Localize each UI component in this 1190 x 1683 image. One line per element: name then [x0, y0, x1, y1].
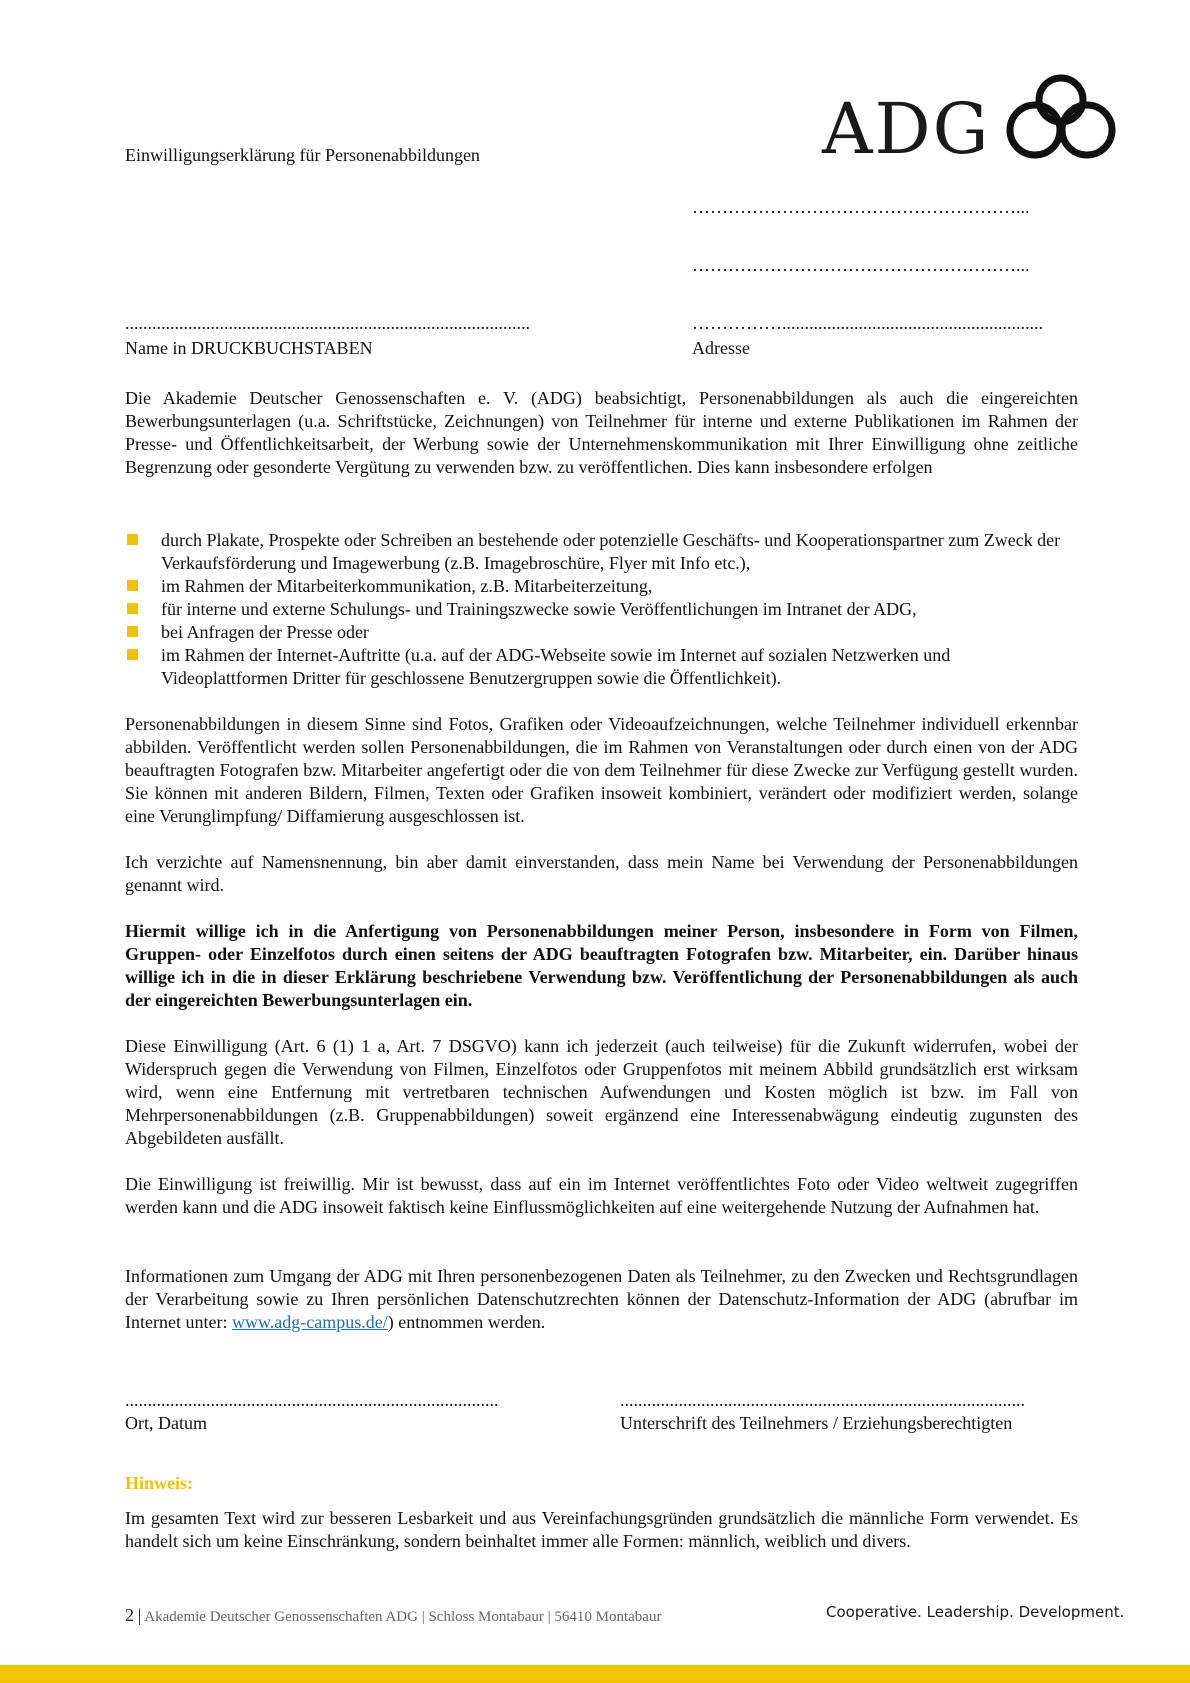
revocation-paragraph: Diese Einwilligung (Art. 6 (1) 1 a, Art. 7 DSGVO) kann ich jederzeit (auch teilweise) für die Zukunft widerrufen, wobei der Widerspruch gegen die Verwendung von Filmen, Einzelfotos oder Gruppenfotos mit meinem Abbild grundsätzlich erst wirksam wird, wenn eine Entfernung mit vertretbaren technischen Aufwendungen und Kosten möglich ist bzw. im Fall von Mehrpersonenabbildungen (z.B. Gruppenabbildungen) soweit ergänzend eine Interessenabwägung eindeutig zugunsten des Abgebildeten ausfällt.: [125, 1036, 1078, 1148]
footer-separator: |: [137, 1605, 142, 1625]
bullet-square-icon: [127, 580, 138, 591]
place-date-label: Ort, Datum: [125, 1413, 207, 1433]
hinweis-heading: Hinweis:: [125, 1473, 194, 1493]
address-line-1[interactable]: ………………………………………………...: [692, 197, 1030, 217]
signature-line[interactable]: ..........................................................................................: [620, 1390, 1025, 1410]
page-number: 2: [125, 1605, 134, 1625]
bottom-accent-bar: [0, 1665, 1190, 1683]
consent-paragraph: Hiermit willige ich in die Anfertigung von Personenabbildungen meiner Person, insbesondere in Form von Filmen, Gruppen- oder Einzelfotos durch einen seitens der ADG beauftragten Fotografen bzw. Mitarbeiter, ein. Darüber hinaus willige ich in die in dieser Erklärung beschriebene Verwendung bzw. Veröffentlichung der Personenabbildungen als auch der eingereichten Bewerbungsunterlagen ein.: [125, 921, 1078, 1010]
logo-text: ADG: [822, 88, 991, 170]
place-date-line[interactable]: ...................................................................................: [125, 1390, 499, 1410]
intro-paragraph: Die Akademie Deutscher Genossenschaften e. V. (ADG) beabsichtigt, Personenabbildungen als auch die eingereichten Bewerbungsunterlagen (u.a. Schriftstücke, Zeichnungen) von Teilnehmer für interne und externe Publikationen im Rahmen der Presse- und Öffentlichkeitsarbeit, der Werbung sowie der Unternehmenskommunikation mit Ihrer Einwilligung ohne zeitliche Begrenzung oder gesonderte Vergütung zu verwenden bzw. zu veröffentlichen. Dies kann insbesondere erfolgen: [125, 388, 1078, 477]
adg-campus-link[interactable]: www.adg-campus.de/: [231, 1312, 388, 1332]
bullet-square-icon: [127, 626, 138, 637]
footer-tagline: Cooperative. Leadership. Development.: [826, 1603, 1125, 1621]
list-item: durch Plakate, Prospekte oder Schreiben an bestehende oder potenzielle Geschäfts- und Kooperationspartner zum Zweck der Verkaufsförderung und Imagewerbung (z.B. Imagebroschüre, Flyer mit Info etc.),: [125, 529, 1078, 575]
signature-label: Unterschrift des Teilnehmers / Erziehungsberechtigten: [620, 1413, 1013, 1433]
adg-cloud-logo-icon: [1005, 72, 1117, 164]
name-consent-paragraph: Ich verzichte auf Namensnennung, bin aber damit einverstanden, dass mein Name bei Verwendung der Personenabbildungen genannt wird.: [125, 852, 1078, 895]
name-label: Name in DRUCKBUCHSTABEN: [125, 338, 373, 358]
list-item: im Rahmen der Internet-Auftritte (u.a. auf der ADG-Webseite sowie im Internet auf sozialen Netzwerken und Videoplattformen Dritter für geschlossene Benutzergruppen sowie die Öffentlichkeit).: [125, 644, 1078, 690]
address-label: Adresse: [692, 338, 750, 358]
usage-list: [125, 529, 1078, 690]
address-line-2[interactable]: ………………………………………………...: [692, 255, 1030, 275]
hinweis-paragraph: Im gesamten Text wird zur besseren Lesbarkeit und aus Vereinfachungsgründen grundsätzlich die männliche Form verwendet. Es handelt sich um keine Einschränkung, sondern beinhaltet immer alle Formen: männlich, weiblich und divers.: [125, 1508, 1078, 1551]
list-item: bei Anfragen der Presse oder: [125, 621, 1078, 644]
list-item: für interne und externe Schulungs- und Trainingszwecke sowie Veröffentlichungen im Intranet der ADG,: [125, 598, 1078, 621]
name-line[interactable]: ..........................................................................................: [125, 313, 530, 333]
privacy-info-paragraph: Informationen zum Umgang der ADG mit Ihren personenbezogenen Daten als Teilnehmer, zu den Zwecken und Rechtsgrundlagen der Verarbeitung sowie zu Ihren persönlichen Datenschutzrechten können der Datenschutz-Information der ADG (abrufbar im Internet unter: www.adg-campus.de/) entnommen werden.: [125, 1266, 1078, 1332]
bullet-square-icon: [127, 534, 138, 545]
voluntary-paragraph: Die Einwilligung ist freiwillig. Mir ist bewusst, dass auf ein im Internet veröffentlichtes Foto oder Video weltweit zugegriffen werden kann und die ADG insoweit faktisch keine Einflussmöglichkeiten auf eine weitergehende Nutzung der Aufnahmen hat.: [125, 1174, 1078, 1217]
address-line-3[interactable]: ……………..........................................................: [692, 313, 1043, 333]
definition-paragraph: Personenabbildungen in diesem Sinne sind Fotos, Grafiken oder Videoaufzeichnungen, welche Teilnehmer individuell erkennbar abbilden. Veröffentlicht werden sollen Personenabbildungen, die im Rahmen von Veranstaltungen oder durch einen von der ADG beauftragten Fotografen bzw. Mitarbeiter angefertigt oder die von dem Teilnehmer für diese Zwecke zur Verfügung gestellt wurden. Sie können mit anderen Bildern, Filmen, Texten oder Grafiken insoweit kombiniert, verändert oder modifiziert werden, solange eine Verunglimpfung/ Diffamierung ausgeschlossen ist.: [125, 714, 1078, 826]
footer-address: [125, 1605, 661, 1626]
adg-logo: [822, 72, 1122, 172]
bullet-square-icon: [127, 603, 138, 614]
bullet-square-icon: [127, 649, 138, 660]
footer-address-text: Akademie Deutscher Genossenschaften ADG | Schloss Montabaur | 56410 Montabaur: [144, 1609, 662, 1625]
list-item: im Rahmen der Mitarbeiterkommunikation, z.B. Mitarbeiterzeitung,: [125, 575, 1078, 598]
document-title: Einwilligungserklärung für Personenabbildungen: [125, 145, 480, 165]
